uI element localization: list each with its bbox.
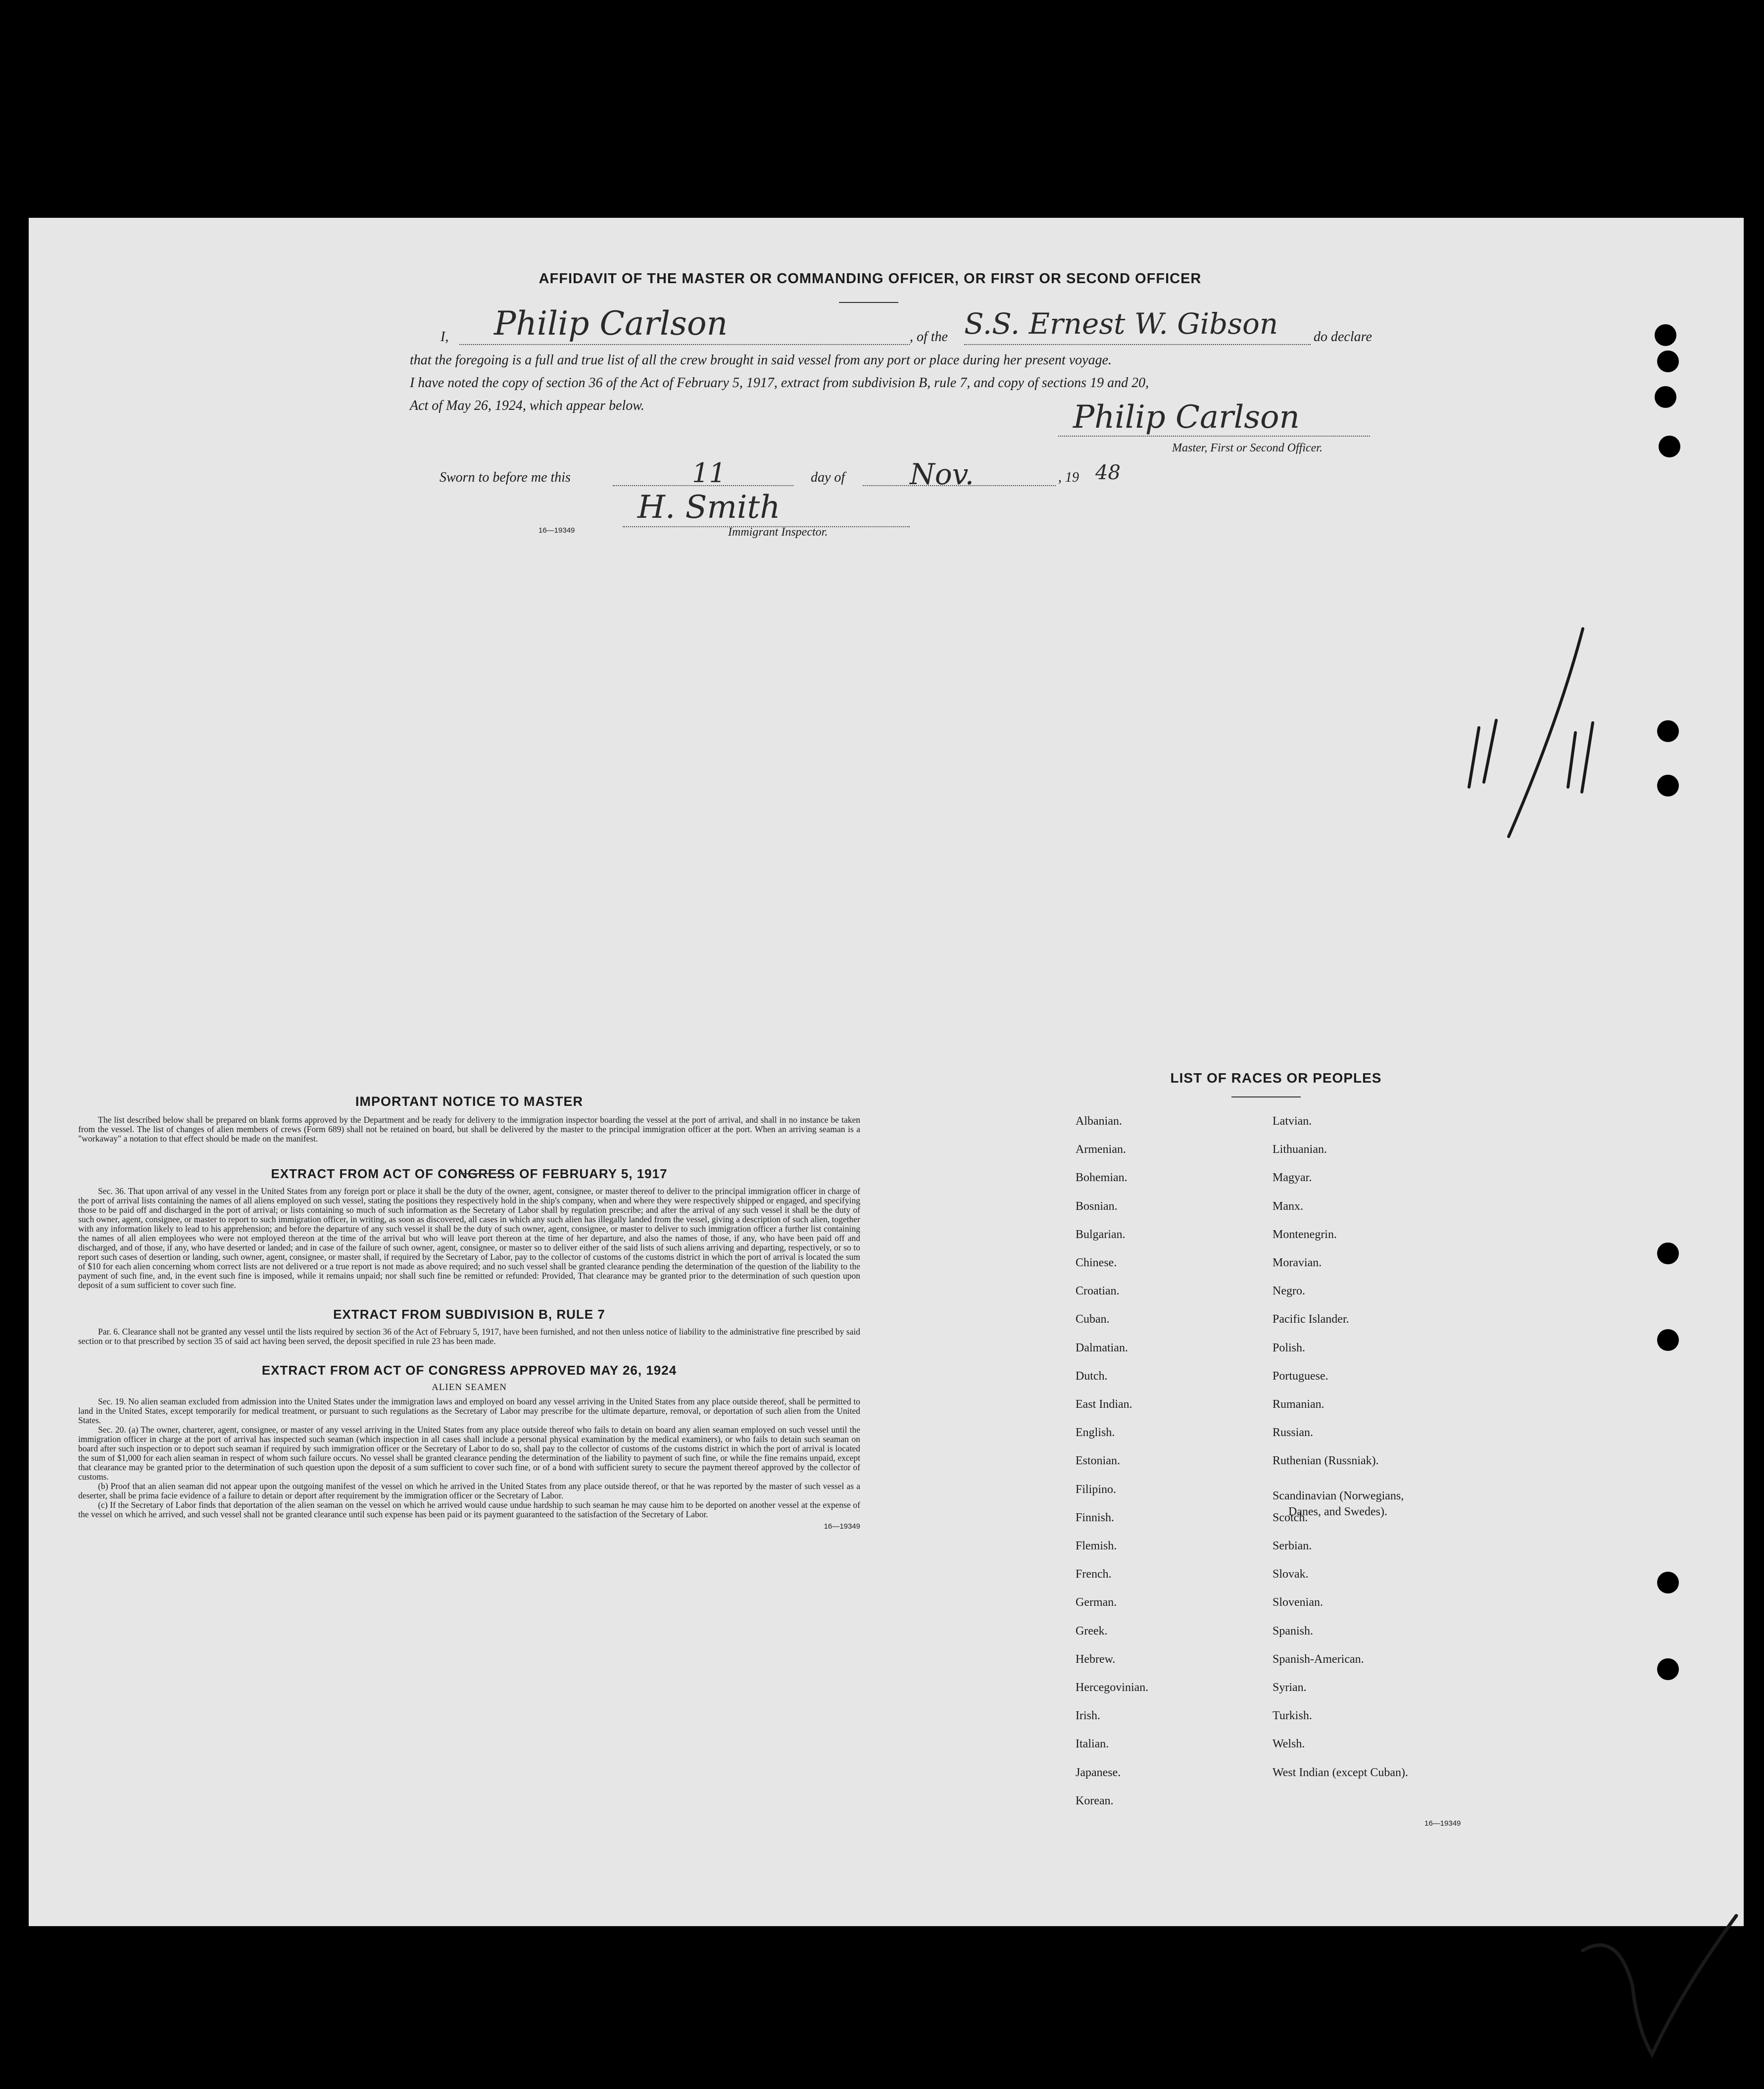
- race-item: Filipino.: [1076, 1483, 1117, 1496]
- punch-hole: [1657, 720, 1679, 742]
- race-item: Slovak.: [1273, 1568, 1309, 1581]
- master-name-line: [459, 344, 910, 345]
- race-item: Lithuanian.: [1273, 1143, 1327, 1156]
- sec19-text: Sec. 19. No alien seaman excluded from admission into the United States under the immigration laws and employed on board any vessel arriving in the United States from any place outside thereof, shall be permitted to land in the United States, except temporarily for medical treatment, or pursuant to such regulations as the Secretary of Labor may prescribe for the ultimate departure, removal, or deportation of such alien from the United States.: [78, 1396, 860, 1425]
- race-item: Scandinavian (Norwegians,: [1273, 1489, 1404, 1502]
- race-item: Manx.: [1273, 1199, 1303, 1213]
- race-item: Latvian.: [1273, 1115, 1312, 1128]
- master-caption: Master, First or Second Officer.: [1172, 442, 1323, 454]
- race-item: Portuguese.: [1273, 1369, 1328, 1383]
- notice-title: IMPORTANT NOTICE TO MASTER: [355, 1094, 583, 1109]
- race-item: Italian.: [1076, 1738, 1109, 1751]
- section-rule: [459, 1173, 509, 1174]
- race-item: Danes, and Swedes).: [1288, 1505, 1387, 1518]
- race-item: Cuban.: [1076, 1313, 1110, 1326]
- race-item: Montenegrin.: [1273, 1228, 1337, 1241]
- race-item: Dalmatian.: [1076, 1341, 1128, 1354]
- race-item: Rumanian.: [1273, 1398, 1324, 1411]
- sec20c-text: (c) If the Secretary of Labor finds that deportation of the alien seaman on the vessel on which he arrived would cause undue hardship to such seaman he may cause him to be deported on another vessel at the expense of the vessel on which he arrived, and such vessel shall not be granted clearance until such expense has been paid or its payment guaranteed to the satisfaction of the Secretary of Labor.: [78, 1500, 860, 1519]
- race-item: Korean.: [1076, 1794, 1114, 1807]
- extract-1924-title: EXTRACT FROM ACT OF CONGRESS APPROVED MAY 26, 1924: [261, 1363, 677, 1378]
- race-item: Serbian.: [1273, 1540, 1312, 1552]
- races-rule: [1231, 1096, 1301, 1097]
- race-item: Hercegovinian.: [1076, 1681, 1149, 1694]
- race-item: Spanish.: [1273, 1624, 1314, 1638]
- rule7-title: EXTRACT FROM SUBDIVISION B, RULE 7: [333, 1307, 605, 1322]
- affidavit-line-3: I have noted the copy of section 36 of the Act of February 5, 1917, extract from subdivision B, rule 7, and copy of sections 19 and 20,: [410, 375, 1149, 391]
- race-item: Flemish.: [1076, 1540, 1117, 1552]
- punch-hole: [1659, 436, 1680, 457]
- race-item: Estonian.: [1076, 1454, 1120, 1468]
- notice-column: [78, 1094, 860, 1531]
- race-item: French.: [1076, 1568, 1112, 1581]
- race-item: Pacific Islander.: [1273, 1313, 1349, 1326]
- race-item: Negro.: [1273, 1285, 1305, 1298]
- check-mark: [1573, 1911, 1751, 2089]
- of-the-label: , of the: [910, 329, 948, 345]
- sec20b-text: (b) Proof that an alien seaman did not appear upon the outgoing manifest of the vessel on which he arrived in the United States from any place outside thereof, or that he was reported by the master of such vessel as a deserter, shall be prima facie evidence of a failure to detain or deport after requirement by the immigration officer or the Secretary of Labor.: [78, 1481, 860, 1500]
- race-item: West Indian (except Cuban).: [1273, 1766, 1408, 1779]
- race-item: Bohemian.: [1076, 1171, 1127, 1185]
- master-signature: Philip Carlson: [1073, 399, 1300, 436]
- affidavit-line-2: that the foregoing is a full and true list of all the crew brought in said vessel from any port or place during her present voyage.: [410, 352, 1112, 368]
- race-item: Greek.: [1076, 1624, 1108, 1638]
- punch-hole: [1657, 1572, 1679, 1593]
- race-item: Magyar.: [1273, 1171, 1312, 1185]
- rule7-text: Par. 6. Clearance shall not be granted any vessel until the lists required by section 36 of the Act of February 5, 1917, have been furnished, and not then unless notice of liability to the administrative fine prescribed by said section or to that prescribed by section 35 of said act having been served, the deposit specified in rule 23 has been made.: [78, 1327, 860, 1346]
- race-item: Armenian.: [1076, 1143, 1126, 1156]
- form-number-top: 16—19349: [539, 526, 575, 535]
- year-handwritten: 48: [1095, 461, 1121, 484]
- race-item: Polish.: [1273, 1341, 1306, 1354]
- do-declare-label: do declare: [1314, 329, 1372, 345]
- races-title: LIST OF RACES OR PEOPLES: [1170, 1070, 1382, 1086]
- vessel-line: [964, 344, 1311, 345]
- race-item: Turkish.: [1273, 1709, 1312, 1723]
- race-item: Finnish.: [1076, 1511, 1115, 1524]
- sworn-label: Sworn to before me this: [440, 470, 571, 485]
- race-item: Ruthenian (Russniak).: [1273, 1454, 1379, 1468]
- form-number-races: 16—19349: [1424, 1819, 1461, 1828]
- punch-hole: [1657, 350, 1679, 372]
- extract-1917-text: Sec. 36. That upon arrival of any vessel in the United States from any foreign port or place it shall be the duty of the owner, agent, consignee, or master thereof to deliver to the principal immigration officer in charge of the port of arrival lists containing the names of all aliens employed on such vessel, stating the positions they respectively hold in the ship's company, when and where they were respectively shipped or engaged, and specifying those to be paid off and discharged in the port of arrival; or lists containing so much of such information as the Secretary of Labor shall by regulation prescribe; and after the arrival of any such vessel it shall be the duty of such owner, agent, consignee, or master to report to such immigration officer, in writing, as soon as discovered, all cases in which any such alien has illegally landed from the vessel, giving a description of such alien, together with any information likely to lead to his apprehension; and before the departure of any such vessel it shall be the duty of such owner, agent, consignee, or master to deliver to such immigration officer a further list containing the names of all alien employees who were not employed thereon at the time of the arrival but who will leave port thereon at the time of her departure, and also the names of those, if any, who have been paid off and discharged, and of those, if any, who have deserted or landed; and in case of the failure of such owner, agent, consignee, or master so to deliver either of the said lists of such aliens arriving and departing, respectively, or so to report such cases of desertion or landing, such owner, agent, consignee, or master shall, if required by the Secretary of Labor, pay to the collector of customs of the customs district in which the port of arrival is located the sum of $10 for each alien concerning whom correct lists are not delivered or a true report is not made as above required; and no such vessel shall be granted clearance pending the determination of the question of the liability to the payment of such fine, and, in the event such fine is imposed, while it remains unpaid; nor shall such fine be remitted or refunded: Provided, That clearance may be granted prior to the determination of such question upon deposit of a sum sufficient to cover such fine.: [78, 1186, 860, 1290]
- race-item: Slovenian.: [1273, 1596, 1323, 1609]
- race-item: English.: [1076, 1426, 1115, 1440]
- sworn-day: 11: [692, 457, 726, 489]
- inspector-signature: H. Smith: [637, 489, 781, 526]
- alien-seamen-subtitle: ALIEN SEAMEN: [432, 1382, 507, 1393]
- punch-hole: [1657, 1243, 1679, 1264]
- form-sheet: [29, 218, 1744, 1926]
- race-item: Irish.: [1076, 1709, 1100, 1723]
- race-item: Welsh.: [1273, 1738, 1305, 1751]
- race-item: Scotch.: [1273, 1511, 1308, 1524]
- punch-hole: [1655, 324, 1676, 346]
- race-item: East Indian.: [1076, 1398, 1132, 1411]
- race-item: Bulgarian.: [1076, 1228, 1126, 1241]
- race-item: Hebrew.: [1076, 1652, 1116, 1666]
- year-prefix: , 19: [1058, 470, 1079, 485]
- race-item: Albanian.: [1076, 1115, 1122, 1128]
- race-item: Chinese.: [1076, 1256, 1117, 1269]
- vessel-handwritten: S.S. Ernest W. Gibson: [964, 307, 1278, 341]
- race-item: Croatian.: [1076, 1285, 1120, 1298]
- race-item: Dutch.: [1076, 1369, 1108, 1383]
- i-label: I,: [441, 329, 449, 345]
- race-item: Spanish-American.: [1273, 1652, 1364, 1666]
- punch-hole: [1655, 386, 1676, 408]
- sworn-month: Nov.: [910, 457, 974, 491]
- race-item: Japanese.: [1076, 1766, 1121, 1779]
- punch-hole: [1657, 775, 1679, 796]
- date-mark-handwritten: [1449, 624, 1617, 846]
- master-signature-line: [1058, 436, 1370, 437]
- race-item: Syrian.: [1273, 1681, 1307, 1694]
- master-name-handwritten: Philip Carlson: [494, 304, 728, 343]
- inspector-caption: Immigrant Inspector.: [728, 526, 828, 539]
- sec20a-text: Sec. 20. (a) The owner, charterer, agent, consignee, or master of any vessel arriving in the United States from any place outside thereof who fails to detain on board any alien seaman employed on such vessel until the immigration officer in charge at the port of arrival has inspected such seaman (which inspection in all cases shall include a personal physical examination by the medical examiners), or who fails to detain such seaman on board after such inspection or to deport such seaman if required by such immigration officer or the Secretary of Labor to do so, shall pay to the collector of customs of the customs district in which the port of arrival is located the sum of $1,000 for each alien seaman in respect of whom such failure occurs. No vessel shall be granted clearance pending the determination of the liability to payment of such fine, or while the fine remains unpaid, except that clearance may be granted prior to the determination of such question upon the deposit of a sum sufficient to cover such fine, or of a bond with sufficient surety to secure the payment thereof approved by the collector of customs.: [78, 1425, 860, 1482]
- race-item: German.: [1076, 1596, 1117, 1609]
- punch-hole: [1657, 1329, 1679, 1351]
- race-item: Moravian.: [1273, 1256, 1322, 1269]
- race-item: Bosnian.: [1076, 1199, 1118, 1213]
- affidavit-title: AFFIDAVIT OF THE MASTER OR COMMANDING OFFICER, OR FIRST OR SECOND OFFICER: [539, 271, 1202, 287]
- race-item: Russian.: [1273, 1426, 1314, 1440]
- title-rule: [839, 302, 898, 303]
- extract-1917-title: EXTRACT FROM ACT OF CONGRESS OF FEBRUARY 5, 1917: [271, 1166, 668, 1181]
- day-of-label: day of: [811, 470, 845, 485]
- notice-text: The list described below shall be prepared on blank forms approved by the Department and be ready for delivery to the immigration inspector boarding the vessel at the port of arrival, and shall in no instance be taken from the vessel. The list of changes of alien members of crews (Form 689) shall not be retained on board, but shall be delivered by the master to the principal immigration officer at the port. When an arriving seaman is a "workaway" a notation to that effect should be made on the manifest.: [78, 1115, 860, 1144]
- punch-hole: [1657, 1658, 1679, 1680]
- form-number-notice: 16—19349: [824, 1522, 860, 1531]
- affidavit-line-4: Act of May 26, 1924, which appear below.: [410, 398, 644, 413]
